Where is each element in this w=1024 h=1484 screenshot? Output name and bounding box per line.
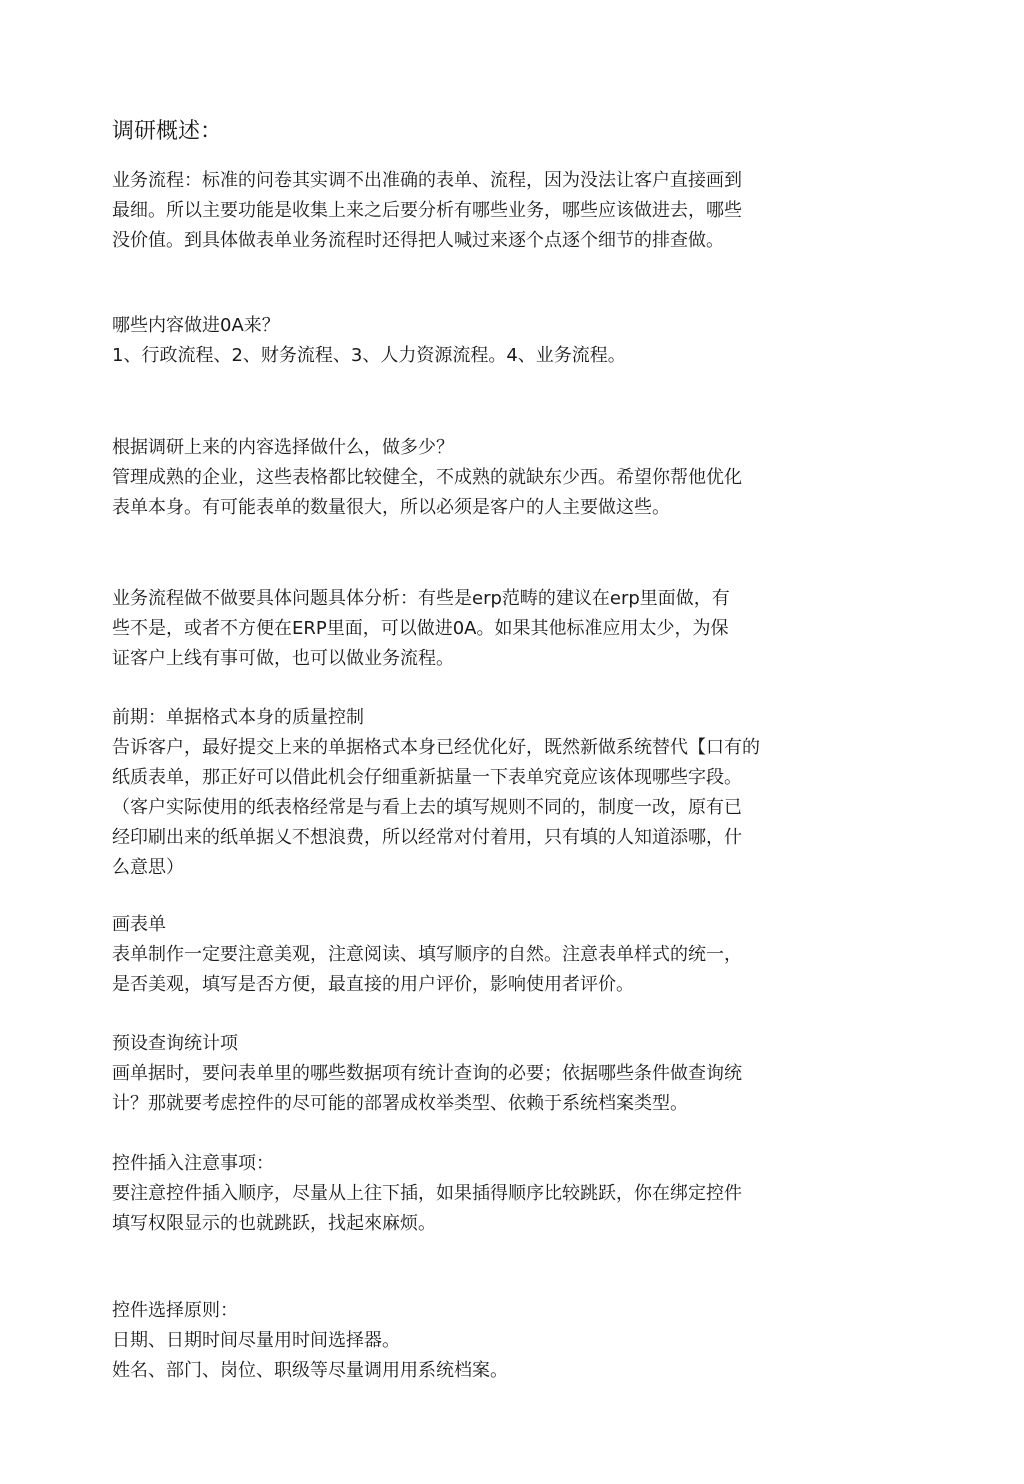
section-control-select	[112, 1296, 508, 1386]
section-business-process	[112, 166, 742, 256]
paragraph-line: 要注意控件插入顺序，尽量从上往下插，如果插得顺序比较跳跃，你在绑定控件	[112, 1183, 742, 1204]
paragraph-line: 业务流程做不做要具体问题具体分析：有些是erp范畴的建议在erp里面做，有	[112, 588, 730, 609]
paragraph-line: 是否美观，填写是否方便，最直接的用户评价，影响使用者评价。	[112, 974, 634, 995]
paragraph-line: 日期、日期时间尽量用时间选择器。	[112, 1330, 400, 1351]
paragraph-line: 么意思）	[112, 857, 184, 878]
paragraph-line: 经印刷出来的纸单据乂不想浪费，所以经常对付着用，只有填的人知道添哪，什	[112, 827, 742, 848]
paragraph-line: 表单本身。有可能表单的数量很大，所以必须是客户的人主要做这些。	[112, 497, 670, 518]
paragraph-line: 没价值。到具体做表单业务流程时还得把人喊过来逐个点逐个细节的排查做。	[112, 230, 724, 251]
section-heading: 预设查询统计项	[112, 1033, 238, 1054]
paragraph-line: 表单制作一定要注意美观，注意阅读、填写顺序的自然。注意表单样式的统一，	[112, 944, 742, 965]
paragraph-line: 管理成熟的企业，这些表格都比较健全，不成熟的就缺东少西。希望你帮他优化	[112, 467, 742, 488]
paragraph-line: 证客户上线有事可做，也可以做业务流程。	[112, 648, 454, 669]
paragraph-line: 告诉客户，最好提交上来的单据格式本身已经优化好，既然新做系统替代【口有的	[112, 737, 760, 758]
paragraph-line: 1、行政流程、2、财务流程、3、人力资源流程。4、业务流程。	[112, 345, 626, 366]
section-heading: 控件选择原则：	[112, 1300, 238, 1321]
paragraph-line: 姓名、部门、岗位、职级等尽量调用用系统档案。	[112, 1360, 508, 1381]
paragraph-line: 计？那就要考虑控件的尽可能的部署成枚举类型、依赖于系统档案类型。	[112, 1093, 688, 1114]
section-control-insert	[112, 1149, 742, 1239]
paragraph-line: 纸质表单，那正好可以借此机会仔细重新掂量一下表单究竟应该体现哪些字段。	[112, 767, 742, 788]
section-heading: 前期：单据格式本身的质量控制	[112, 707, 364, 728]
section-query-stats	[112, 1029, 742, 1119]
section-heading: 根据调研上来的内容选择做什么，做多少？	[112, 437, 454, 458]
section-heading: 哪些内容做进0A来？	[112, 315, 280, 336]
section-erp-analysis	[112, 584, 730, 674]
paragraph-line: 业务流程：标准的问卷其实调不出准确的表单、流程，因为没法让客户直接画到	[112, 170, 742, 191]
paragraph-line: 填写权限显示的也就跳跃，找起來麻烦。	[112, 1213, 436, 1234]
section-heading: 控件插入注意事项：	[112, 1153, 274, 1174]
paragraph-line: （客户实际使用的纸表格经常是与看上去的填写规则不同的，制度一改，原有已	[112, 797, 742, 818]
section-draw-form	[112, 910, 742, 1000]
section-heading: 画表单	[112, 914, 166, 935]
paragraph-line: 画单据时，要问表单里的哪些数据项有统计查询的必要；依据哪些条件做查询统	[112, 1063, 742, 1084]
section-oa-content	[112, 311, 626, 371]
paragraph-line: 些不是，或者不方便在ERP里面，可以做进0A。如果其他标准应用太少，为保	[112, 618, 729, 639]
section-what-to-do	[112, 433, 742, 523]
page-title: 调研概述：	[112, 119, 223, 144]
section-quality-control	[112, 703, 760, 883]
paragraph-line: 最细。所以主要功能是收集上来之后要分析有哪些业务，哪些应该做进去，哪些	[112, 200, 742, 221]
